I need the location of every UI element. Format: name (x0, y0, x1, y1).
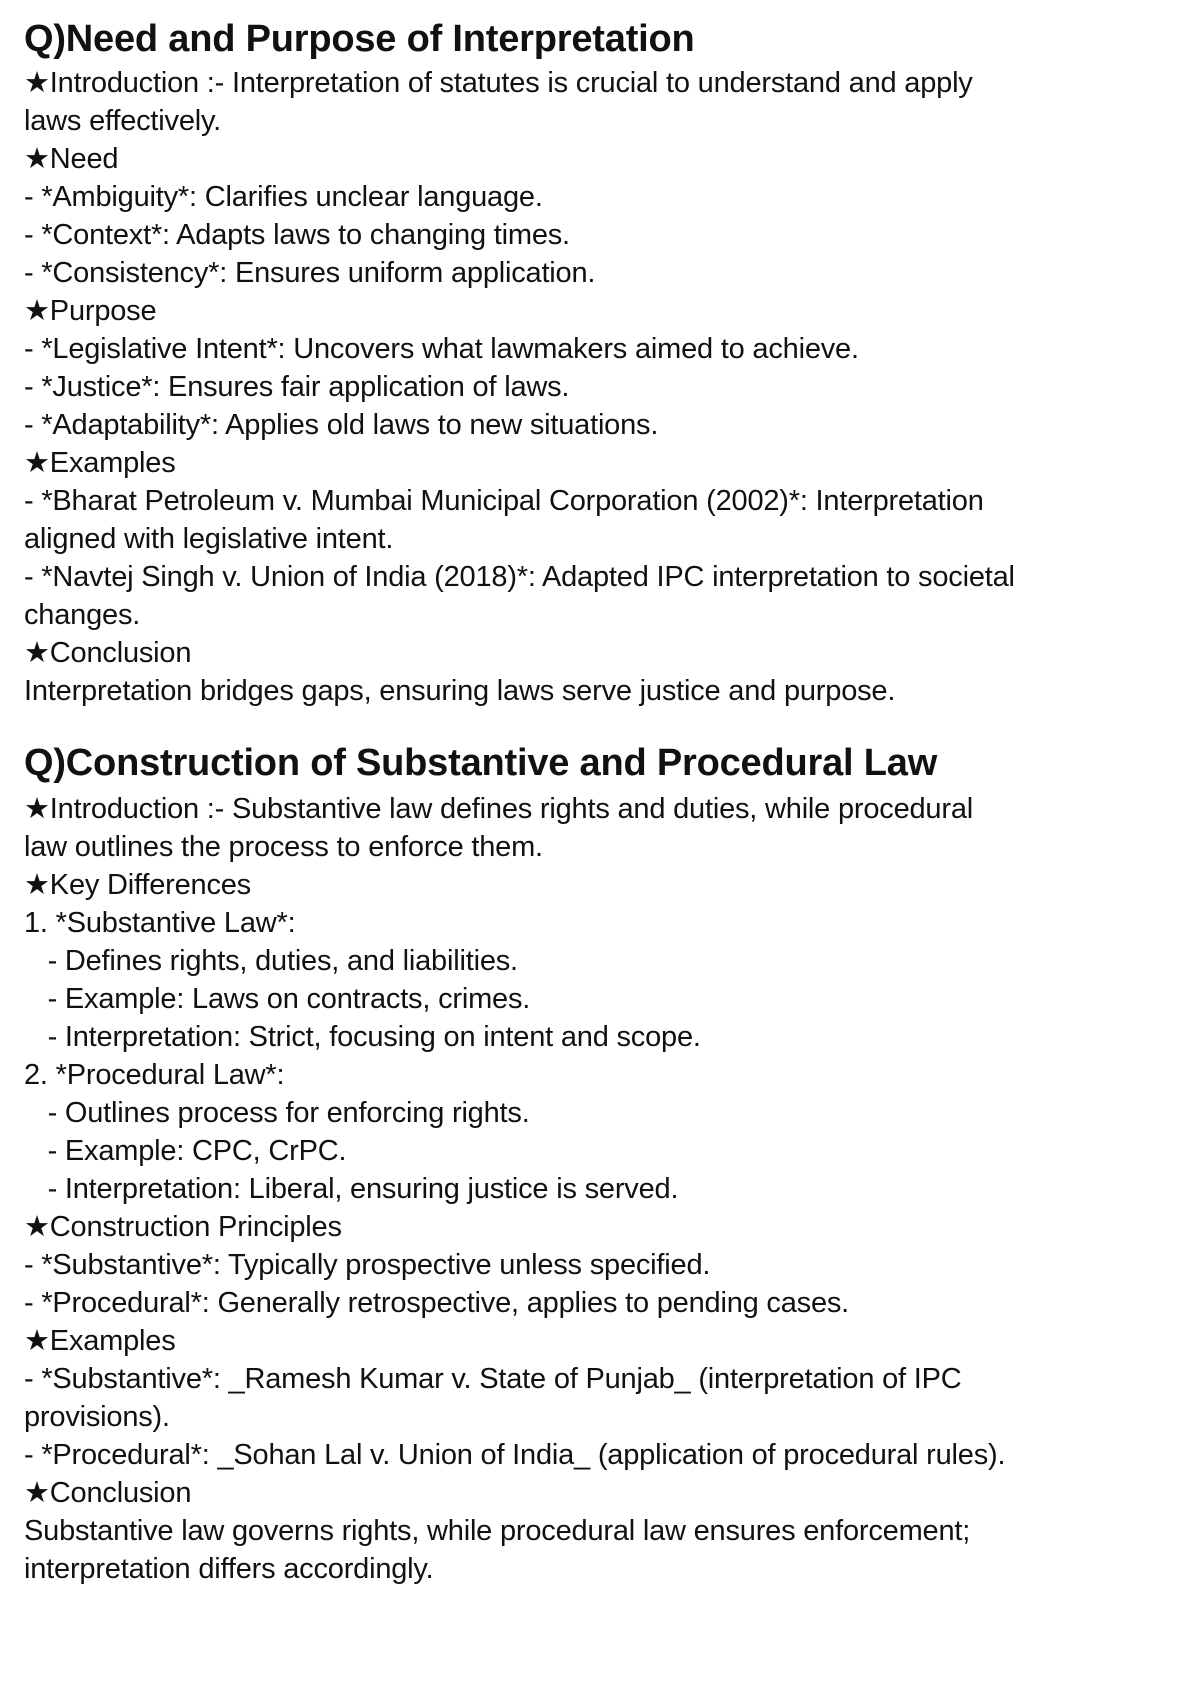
section2-line: interpretation differs accordingly. (24, 1553, 434, 1585)
section1-line: ★Need (24, 143, 119, 175)
section2-line: - Interpretation: Strict, focusing on intent and scope. (24, 1021, 701, 1053)
section2-line: - Interpretation: Liberal, ensuring justice is served. (24, 1173, 679, 1205)
section2-line: - Defines rights, duties, and liabilities. (24, 945, 518, 977)
section2-line: ★Introduction :- Substantive law defines rights and duties, while procedural (24, 793, 973, 825)
section1-line: changes. (24, 599, 141, 631)
section2-title: Q)Construction of Substantive and Procedural Law (24, 742, 938, 784)
section1-line: ★Conclusion (24, 637, 192, 669)
section1-line: laws effectively. (24, 105, 221, 137)
section2-body (24, 790, 1005, 1588)
section2-line: - Outlines process for enforcing rights. (24, 1097, 530, 1129)
section1-line: - *Bharat Petroleum v. Mumbai Municipal Corporation (2002)*: Interpretation (24, 485, 984, 517)
section2-line: ★Conclusion (24, 1477, 192, 1509)
section2-line: - Example: CPC, CrPC. (24, 1135, 347, 1167)
section1-line: - *Adaptability*: Applies old laws to new situations. (24, 409, 659, 441)
section1-line: - *Context*: Adapts laws to changing times. (24, 219, 570, 251)
section2-line: 2. *Procedural Law*: (24, 1059, 285, 1091)
section2-line: law outlines the process to enforce them. (24, 831, 543, 863)
section1-line: - *Consistency*: Ensures uniform application. (24, 257, 596, 289)
section1-title: Q)Need and Purpose of Interpretation (24, 18, 695, 60)
section2-line: provisions). (24, 1401, 170, 1433)
section1-line: - *Legislative Intent*: Uncovers what lawmakers aimed to achieve. (24, 333, 859, 365)
section2-line: ★Key Differences (24, 869, 251, 901)
section1-line: - *Justice*: Ensures fair application of laws. (24, 371, 570, 403)
section2-line: ★Construction Principles (24, 1211, 342, 1243)
section1-line: - *Ambiguity*: Clarifies unclear language. (24, 181, 543, 213)
section1-body (24, 64, 1015, 710)
section2-line: 1. *Substantive Law*: (24, 907, 296, 939)
section2-line: - Example: Laws on contracts, crimes. (24, 983, 531, 1015)
section1-line: aligned with legislative intent. (24, 523, 394, 555)
section2-line: - *Procedural*: _Sohan Lal v. Union of India_ (application of procedural rules). (24, 1439, 1006, 1471)
section1-line: - *Navtej Singh v. Union of India (2018)*: Adapted IPC interpretation to societal (24, 561, 1015, 593)
section1-line: ★Introduction :- Interpretation of statutes is crucial to understand and apply (24, 67, 973, 99)
section1-line: Interpretation bridges gaps, ensuring laws serve justice and purpose. (24, 675, 896, 707)
section2-line: Substantive law governs rights, while procedural law ensures enforcement; (24, 1515, 971, 1547)
section2-line: - *Procedural*: Generally retrospective, applies to pending cases. (24, 1287, 850, 1319)
section2-line: ★Examples (24, 1325, 176, 1357)
section2-line: - *Substantive*: Typically prospective unless specified. (24, 1249, 711, 1281)
section2-line: - *Substantive*: _Ramesh Kumar v. State of Punjab_ (interpretation of IPC (24, 1363, 962, 1395)
section1-line: ★Examples (24, 447, 176, 479)
section1-line: ★Purpose (24, 295, 157, 327)
